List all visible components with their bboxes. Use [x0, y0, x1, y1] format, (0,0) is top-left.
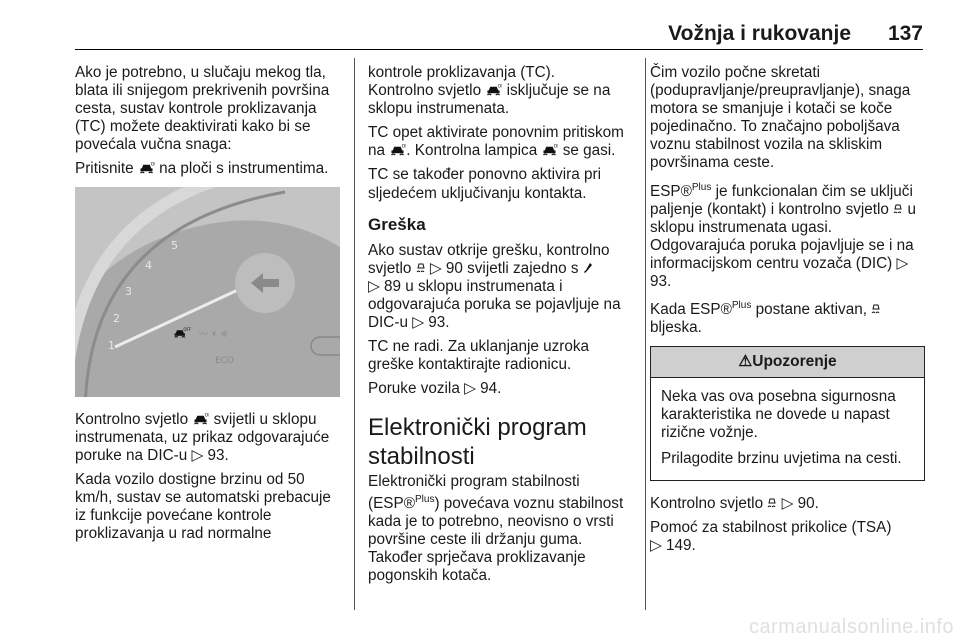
- heading-fault: Greška: [368, 214, 426, 234]
- svg-text:1: 1: [108, 338, 115, 352]
- instrument-cluster-figure: [75, 187, 340, 397]
- warning-box: [650, 346, 925, 481]
- paragraph: Pritisnite na ploči s instrumentima.: [75, 160, 329, 178]
- heading-esp: Elektronički program stabilnosti: [368, 413, 587, 470]
- reference-arrow-icon: ▷: [412, 314, 424, 332]
- page-header: [75, 22, 923, 48]
- paragraph: ESP®$^{Plus}$ je funkcionalan čim se uključi paljenje (kontakt) i kontrolno svjetlo u sklopu instrumenata ugasi. Odgovarajuća poruka pojavljuje se i na informacijskom centru vozača (DIC) ▷ 93.: [650, 181, 916, 291]
- reference-arrow-icon: ▷: [191, 446, 204, 464]
- column-1: [75, 64, 340, 549]
- paragraph: Ako sustav otkrije grešku, kontrolno svjetlo ▷ 90 svijetli zajedno s ▷ 89 u sklopu instrumenata i odgovarajuća poruka se pojavljuje na DIC-u ▷ 93.: [368, 241, 621, 332]
- traction-control-off-icon: [485, 83, 502, 96]
- paragraph: Pomoć za stabilnost prikolice (TSA): [650, 519, 892, 537]
- paragraph: Kada vozilo dostigne brzinu od 50 km/h, sustav se automatski prebacuje iz funkcije povećane kontrole proklizavanja u rad normalne: [75, 470, 331, 543]
- svg-text:4: 4: [145, 258, 152, 272]
- reference-arrow-icon: ▷: [896, 255, 909, 273]
- warning-triangle-icon: ⚠: [738, 352, 753, 370]
- paragraph: TC se također ponovno aktivira pri sljedećem uključivanju kontakta.: [368, 166, 601, 202]
- esp-icon: [416, 262, 426, 274]
- paragraph: Elektronički program stabilnosti (ESP®$^{Plus}$) povećava voznu stabilnost kada je to potrebno, neovisno o vrsti površine ceste ili držanju guma. Također sprječava proklizavanje pogonskih kotača.: [368, 472, 624, 585]
- paragraph: TC opet aktivirate ponovnim pritiskom na . Kontrolna lampica se gasi.: [368, 124, 624, 160]
- paragraph: Poruke vozila ▷ 94.: [368, 380, 502, 398]
- reference-arrow-icon: ▷: [464, 380, 476, 398]
- reference-arrow-icon: ▷: [368, 277, 380, 295]
- paragraph: Kontrolno svjetlo svijetli u sklopu instrumenata, uz prikaz odgovarajuće poruke na DIC-u ▷ 93.: [75, 410, 330, 464]
- traction-control-off-icon: [138, 161, 155, 174]
- esp-icon: [871, 303, 881, 315]
- reference-arrow-icon: ▷: [781, 494, 794, 512]
- paragraph: Ako je potrebno, u slučaju mekog tla, blata ili snijegom prekrivenih površina cesta, sustav kontrole proklizavanja (TC) možete deaktivirati kako bi se povećala vučna snaga:: [75, 64, 330, 154]
- esp-icon: [767, 497, 777, 509]
- wrench-icon: [583, 262, 593, 274]
- column-divider: [354, 58, 355, 610]
- svg-text:〰 ⚡ ☼: 〰 ⚡ ☼: [199, 329, 229, 340]
- column-divider: [645, 58, 646, 610]
- svg-text:5: 5: [171, 238, 178, 252]
- paragraph: Kada ESP®$^{Plus}$ postane aktivan, bljeska.: [650, 297, 930, 337]
- traction-control-off-icon: [192, 412, 209, 425]
- reference-arrow-icon: ▷: [650, 537, 662, 555]
- warning-header: ⚠Upozorenje: [651, 347, 924, 378]
- watermark: carmanualsonline.info: [748, 616, 954, 638]
- svg-text:3: 3: [125, 284, 132, 298]
- paragraph: Neka vas ova posebna sigurnosna karakteristika ne dovede u napast rizične vožnje.: [661, 387, 896, 441]
- paragraph: Kontrolno svjetlo isključuje se na sklopu instrumenata.: [368, 82, 611, 118]
- column-3: [650, 64, 930, 561]
- paragraph: Prilagodite brzinu uvjetima na cesti.: [661, 449, 902, 467]
- column-2: [368, 64, 633, 591]
- traction-control-off-icon: [389, 143, 406, 156]
- traction-control-off-icon: [541, 143, 558, 156]
- paragraph: ▷ 149.: [650, 537, 696, 555]
- svg-text:2: 2: [113, 311, 120, 325]
- warning-body: [651, 378, 924, 480]
- svg-text:ECO: ECO: [215, 355, 235, 366]
- paragraph: Čim vozilo počne skretati (podupravljanje/preupravljanje), snaga motora se smanjuje i kotači se koče pojedinačno. To značajno poboljšava voznu stabilnost vozila na skliskim površinama ceste.: [650, 64, 911, 172]
- paragraph: Kontrolno svjetlo ▷ 90.: [650, 494, 819, 512]
- reference-arrow-icon: ▷: [429, 259, 442, 277]
- paragraph: kontrole proklizavanja (TC).: [368, 64, 556, 81]
- header-rule: [75, 49, 923, 50]
- section-title: Vožnja i rukovanje: [668, 22, 851, 45]
- esp-icon: [893, 203, 903, 215]
- page-number: 137: [887, 22, 923, 45]
- paragraph: TC ne radi. Za uklanjanje uzroka greške kontaktirajte radionicu.: [368, 338, 590, 374]
